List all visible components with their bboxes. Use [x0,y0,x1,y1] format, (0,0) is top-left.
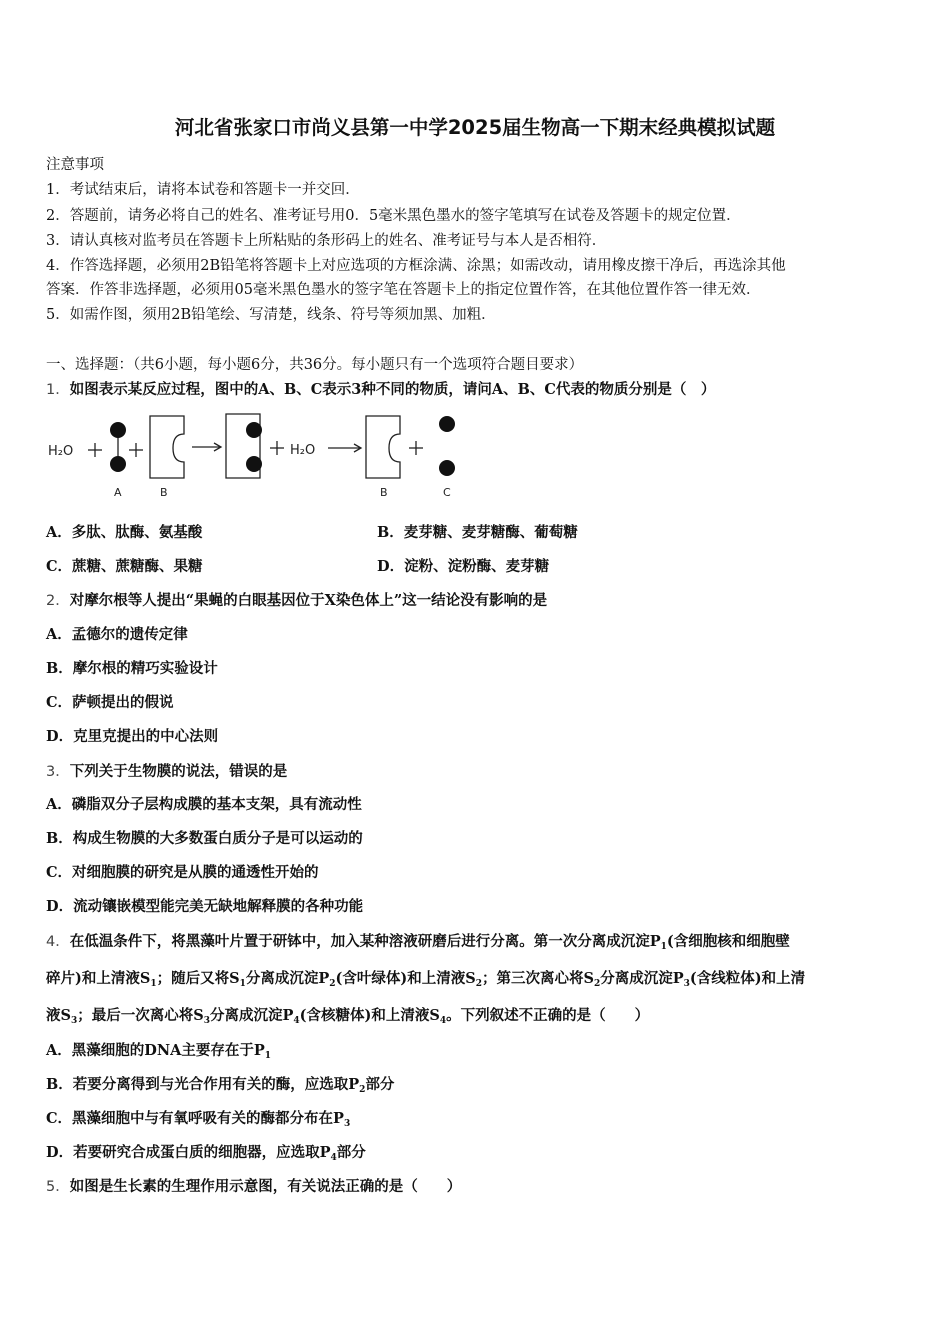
label-b: B [160,486,168,499]
question-4-line-1 [46,930,790,952]
question-number: 3． [46,764,70,780]
subscript: 3 [683,979,690,989]
notice-heading: 注意事项 [46,157,104,173]
stem-text: (含核糖体)和上清液S [299,1007,440,1024]
subscript: 3 [70,1016,78,1026]
option-b [46,1073,394,1095]
subscript: 3 [343,1119,351,1129]
option-d: D．淀粉、淀粉酶、麦芽糖 [377,558,550,575]
subscript: 2 [475,979,482,989]
stem-text: ；最后一次离心将S [77,1007,204,1024]
option-b: B．摩尔根的精巧实验设计 [46,660,218,677]
h2o-label: H₂O [290,443,316,458]
option-text: B．若要分离得到与光合作用有关的酶，应选取P [46,1076,360,1093]
option-c: C．萨顿提出的假说 [46,694,174,711]
question-number: 2． [46,593,70,609]
stem-text: (含细胞核和细胞壁 [666,933,790,950]
option-d: D．流动镶嵌模型能完美无缺地解释膜的各种功能 [46,898,364,915]
subscript: 4 [439,1016,447,1026]
enzyme-b-shape [366,416,400,478]
stem-text: (含线粒体)和上清 [689,970,806,987]
subscript: 3 [203,1016,210,1026]
question-number: 5． [46,1179,70,1195]
bound-molecule-bottom [246,456,262,472]
option-text: 部分 [336,1144,366,1161]
h2o-label: H₂O [48,444,74,459]
molecule-c-bottom [439,460,455,476]
subscript: 1 [239,979,246,989]
notice-item: 2．答题前，请务必将自己的姓名、准考证号用0．5毫米黑色墨水的签字笔填写在试卷及答题卡的规定位置． [46,208,741,224]
reaction-diagram [40,408,480,504]
molecule-a-bottom [110,456,126,472]
notice-item: 5．如需作图，须用2B铅笔绘、写清楚，线条、符号等须加黑、加粗． [46,307,496,323]
option-c: C．蔗糖、蔗糖酶、果糖 [46,558,203,575]
question-stem: 对摩尔根等人提出“果蝇的白眼基因位于X染色体上”这一结论没有影响的是 [69,592,548,609]
option-c: C．对细胞膜的研究是从膜的通透性开始的 [46,864,319,881]
subscript: 2 [359,1085,366,1095]
option-a: A．磷脂双分子层构成膜的基本支架，具有流动性 [46,796,362,813]
stem-text: 在低温条件下，将黑藻叶片置于研钵中，加入某种溶液研磨后进行分离。第一次分离成沉淀P [69,933,661,950]
notice-item: 1．考试结束后，请将本试卷和答题卡一并交回． [46,182,360,198]
bound-molecule-top [246,422,262,438]
option-a [46,1039,271,1061]
question-1 [46,378,715,399]
stem-text: 分离成沉淀P [210,1007,294,1024]
stem-text: 液S [46,1007,71,1024]
subscript: 2 [593,979,601,989]
question-3 [46,760,287,781]
stem-text: 。下列叙述不正确的是（ ） [446,1007,650,1024]
notice-item: 4．作答选择题，必须用2B铅笔将答题卡上对应选项的方框涂满、涂黑；如需改动，请用橡皮擦干净后，再选涂其他 [46,258,786,274]
question-4-line-2 [46,967,805,989]
question-number: 4． [46,934,70,950]
stem-text: 分离成沉淀P [245,970,330,987]
stem-text: 分离成沉淀P [600,970,684,987]
option-a: A．多肽、肽酶、氨基酸 [46,524,203,541]
stem-text: (含叶绿体)和上清液S [335,970,476,987]
page-title: 河北省张家口市尚义县第一中学2025届生物高一下期末经典模拟试题 [174,116,776,139]
question-number: 1． [46,382,70,398]
question-stem: 如图表示某反应过程，图中的A、B、C表示3种不同的物质，请问A、B、C代表的物质分别是（ ） [69,381,716,398]
question-stem: 下列关于生物膜的说法，错误的是 [69,763,288,780]
option-text: C．黑藻细胞中与有氧呼吸有关的酶都分布在P [46,1110,344,1127]
label-c: C [443,486,451,499]
notice-item: 3．请认真核对监考员在答题卡上所粘贴的条形码上的姓名、准考证号与本人是否相符． [46,233,607,249]
stem-text: ；随后又将S [156,970,240,987]
option-b: B．构成生物膜的大多数蛋白质分子是可以运动的 [46,830,363,847]
option-b: B．麦芽糖、麦芽糖酶、葡萄糖 [377,524,578,541]
option-c [46,1107,350,1129]
stem-text: ；第三次离心将S [482,970,594,987]
question-4-line-3 [46,1004,649,1026]
subscript: 1 [660,942,667,952]
subscript: 4 [330,1153,337,1163]
question-2 [46,589,547,610]
question-stem: 如图是生长素的生理作用示意图，有关说法正确的是（ ） [69,1178,462,1195]
option-d: D．克里克提出的中心法则 [46,728,219,745]
label-b: B [380,486,388,499]
subscript: 2 [329,979,336,989]
notice-item: 答案．作答非选择题，必须用05毫米黑色墨水的签字笔在答题卡上的指定位置作答，在其他位置作答一律无效． [46,282,761,298]
subscript: 1 [264,1051,271,1061]
enzyme-b-shape [150,416,184,478]
stem-text: 碎片)和上清液S [46,970,151,987]
option-text: D．若要研究合成蛋白质的细胞器，应选取P [46,1144,331,1161]
option-d [46,1141,366,1163]
option-text: 部分 [365,1076,395,1093]
molecule-c-top [439,416,455,432]
section-heading: 一、选择题：（共6小题，每小题6分，共36分。每小题只有一个选项符合题目要求） [46,357,584,373]
molecule-a-top [110,422,126,438]
subscript: 1 [150,979,157,989]
question-5 [46,1175,461,1196]
subscript: 4 [293,1016,300,1026]
label-a: A [114,486,122,499]
option-a: A．孟德尔的遗传定律 [46,626,188,643]
option-text: A．黑藻细胞的DNA主要存在于P [46,1042,265,1059]
